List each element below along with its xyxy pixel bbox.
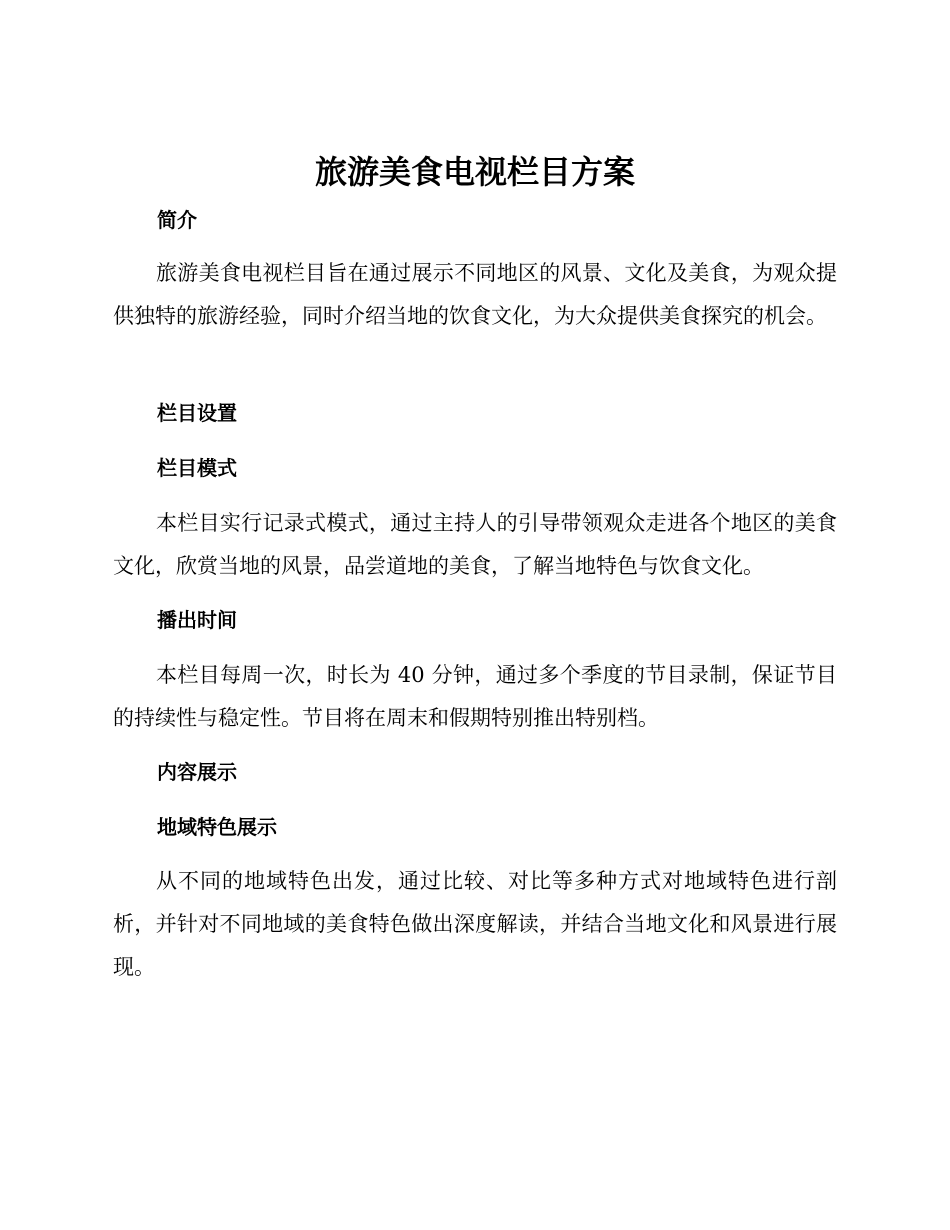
- paragraph-regional-features: 从不同的地域特色出发，通过比较、对比等多种方式对地域特色进行剖析，并针对不同地域的美食特色做出深度解读，并结合当地文化和风景进行展现。: [113, 869, 837, 979]
- document-title: 旅游美食电视栏目方案: [314, 153, 635, 191]
- paragraph-program-mode: 本栏目实行记录式模式，通过主持人的引导带领观众走进各个地区的美食文化，欣赏当地的风景，品尝道地的美食，了解当地特色与饮食文化。: [113, 511, 837, 578]
- section-heading-content-display: 内容展示: [157, 760, 237, 784]
- section-heading-program-mode: 栏目模式: [157, 456, 237, 480]
- section-heading-intro: 简介: [157, 208, 197, 232]
- section-heading-broadcast-time: 播出时间: [157, 608, 237, 632]
- section-heading-regional-features: 地域特色展示: [157, 815, 277, 839]
- paragraph-intro: 旅游美食电视栏目旨在通过展示不同地区的风景、文化及美食，为观众提供独特的旅游经验，同时介绍当地的饮食文化，为大众提供美食探究的机会。: [113, 261, 837, 328]
- paragraph-broadcast-time: 本栏目每周一次，时长为 40 分钟，通过多个季度的节目录制，保证节目的持续性与稳定性。节目将在周末和假期特别推出特别档。: [113, 663, 837, 730]
- section-heading-program-settings: 栏目设置: [157, 401, 237, 425]
